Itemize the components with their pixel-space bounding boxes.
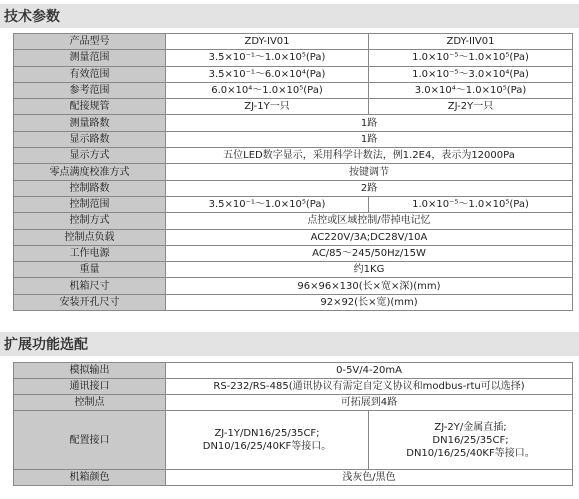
cell-value: ZDY-IIV01 [369, 34, 573, 50]
row-label: 测量路数 [14, 115, 166, 131]
section-title-tech-params: 技术参数 [0, 4, 579, 28]
row-label: 测量范围 [14, 50, 166, 66]
cell-value: 3.5×10⁻¹～1.0×10⁵(Pa) [166, 196, 369, 212]
table-row [14, 99, 573, 115]
cell-value: AC220V/3A;DC28V/10A [166, 229, 573, 245]
cell-value-multiline [369, 411, 573, 470]
row-label: 机箱尺寸 [14, 278, 166, 294]
cell-value: 96×96×130(长×宽×深)(mm) [166, 278, 573, 294]
tech-params-table [13, 33, 573, 311]
table-row [14, 34, 573, 50]
cell-line: ZJ-2Y/金属直插; [434, 421, 507, 433]
row-label: 控制方式 [14, 213, 166, 229]
row-label: 配置接口 [14, 411, 166, 470]
row-label: 有效范围 [14, 66, 166, 82]
row-label: 通讯接口 [14, 379, 166, 395]
row-label: 模拟输出 [14, 363, 166, 379]
cell-line: DN10/16/25/40KF等接口。 [406, 447, 535, 459]
cell-value: 0-5V/4-20mA [166, 363, 573, 379]
cell-value: ZJ-2Y一只 [369, 99, 573, 115]
row-label: 控制范围 [14, 196, 166, 212]
row-label: 产品型号 [14, 34, 166, 50]
row-label: 工作电源 [14, 245, 166, 261]
table-row [14, 180, 573, 196]
table-row [14, 131, 573, 147]
cell-value: 92×92(长×宽)(mm) [166, 294, 573, 310]
table-row [14, 213, 573, 229]
cell-value: 1路 [166, 115, 573, 131]
cell-value: 3.0×10⁴～1.0×10⁵(Pa) [369, 82, 573, 98]
cell-value: 点控或区域控制/带掉电记忆 [166, 213, 573, 229]
cell-value-multiline [166, 411, 369, 470]
extension-options-table [13, 362, 573, 486]
table-row [14, 50, 573, 66]
cell-value: ZDY-IV01 [166, 34, 369, 50]
cell-value: ZJ-1Y一只 [166, 99, 369, 115]
cell-line: DN16/25/35CF; [432, 434, 509, 446]
cell-value: 五位LED数字显示，采用科学计数法，例1.2E4，表示为12000Pa [166, 148, 573, 164]
section-title-extension-options: 扩展功能选配 [0, 332, 579, 356]
table-row [14, 363, 573, 379]
cell-value: 3.5×10⁻¹～1.0×10⁵(Pa) [166, 50, 369, 66]
cell-value: RS-232/RS-485(通讯协议有需定自定义协议和modbus-rtu可以选择) [166, 379, 573, 395]
table-row [14, 294, 573, 310]
cell-line: ZJ-1Y/DN16/25/35CF; [214, 428, 320, 439]
table-row [14, 164, 573, 180]
row-label: 显示路数 [14, 131, 166, 147]
cell-value: 按键调节 [166, 164, 573, 180]
row-label: 重量 [14, 262, 166, 278]
row-label: 控制点 [14, 395, 166, 411]
row-label: 机箱颜色 [14, 470, 166, 486]
table-row [14, 411, 573, 470]
row-label: 配接规管 [14, 99, 166, 115]
table-row [14, 245, 573, 261]
table-row [14, 379, 573, 395]
row-label: 参考范围 [14, 82, 166, 98]
cell-value: 3.5×10⁻¹～6.0×10⁴(Pa) [166, 66, 369, 82]
cell-value: 1.0×10⁻⁵～1.0×10⁵(Pa) [369, 50, 573, 66]
row-label: 控制路数 [14, 180, 166, 196]
row-label: 控制点负载 [14, 229, 166, 245]
table-row [14, 115, 573, 131]
cell-line: DN10/16/25/40KF等接口。 [202, 441, 332, 452]
row-label: 零点满度校准方式 [14, 164, 166, 180]
cell-value: 1.0×10⁻⁵～1.0×10⁵(Pa) [369, 196, 573, 212]
table-row [14, 278, 573, 294]
cell-value: AC/85～245/50Hz/15W [166, 245, 573, 261]
row-label: 显示方式 [14, 148, 166, 164]
table-row [14, 196, 573, 212]
table-row [14, 395, 573, 411]
cell-value: 可拓展到4路 [166, 395, 573, 411]
cell-value: 6.0×10⁴～1.0×10⁵(Pa) [166, 82, 369, 98]
table-row [14, 470, 573, 486]
cell-value: 约1KG [166, 262, 573, 278]
table-row [14, 229, 573, 245]
cell-value: 2路 [166, 180, 573, 196]
table-row [14, 148, 573, 164]
cell-value: 1路 [166, 131, 573, 147]
row-label: 安装开孔尺寸 [14, 294, 166, 310]
table-row [14, 66, 573, 82]
table-row [14, 262, 573, 278]
cell-value: 1.0×10⁻⁵～3.0×10⁴(Pa) [369, 66, 573, 82]
cell-value: 浅灰色/黑色 [166, 470, 573, 486]
table-row [14, 82, 573, 98]
